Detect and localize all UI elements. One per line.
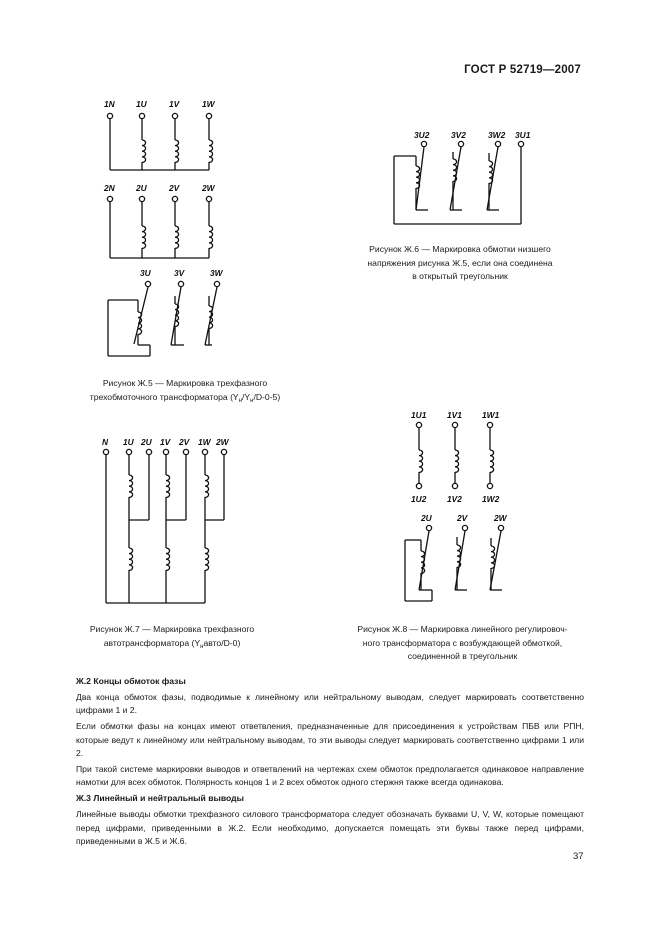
fig5-label: 1W (202, 99, 215, 109)
fig8-label: 1W2 (482, 494, 500, 504)
fig5-delta (108, 281, 220, 356)
fig7-label: 2W (216, 437, 229, 447)
fig8-label: 2W (494, 513, 507, 523)
fig5-label: 2V (169, 183, 180, 193)
fig5-label: 3W (210, 268, 223, 278)
fig7-caption-line1: Рисунок Ж.7 — Маркировка трехфазного (89, 624, 255, 634)
fig5-star-1 (107, 113, 212, 170)
document-id: ГОСТ Р 52719—2007 (464, 64, 581, 76)
fig8-label: 1U1 (411, 410, 427, 420)
fig8-label: 2V (457, 513, 468, 523)
fig8-caption-line3: соединенной в треугольник (407, 651, 518, 661)
fig5-label: 3V (174, 268, 185, 278)
fig8-caption-line1: Рисунок Ж.8 — Маркировка линейного регулировоч- (357, 624, 568, 634)
fig5-label: 3U (140, 268, 151, 278)
fig5-caption-line1: Рисунок Ж.5 — Маркировка трехфазного (102, 378, 268, 388)
fig5-labels (103, 99, 224, 278)
section-heading-zh3: Ж.3 Линейный и нейтральный выводы (76, 793, 244, 804)
fig7-caption (52, 623, 292, 654)
fig5-label: 2N (104, 183, 115, 193)
fig6-open-delta (394, 141, 524, 224)
fig6-label: 3U2 (414, 130, 430, 140)
paragraph: При такой системе маркировки выводов и ответвлений на чертежах схем обмоток предполагается одинаковое направление намотки для всех обмоток. Полярность концов 1 и 2 всех обмоток одного стержня также всегда одинакова. (76, 763, 584, 788)
fig7-caption-line2: автотрансформатора $(Y_навто/D-0)$ (103, 637, 241, 650)
fig8-label: 1V1 (447, 410, 462, 420)
fig7-label: 2U (141, 437, 152, 447)
fig6-caption-line2: напряжения рисунка Ж.5, если она соединена (367, 257, 553, 268)
fig6-labels (414, 130, 531, 140)
fig7-label: 1U (123, 437, 134, 447)
fig8-label: 1W1 (482, 410, 500, 420)
fig7-label: 1V (160, 437, 171, 447)
fig8-caption-line2: ного трансформатора с возбуждающей обмоткой, (362, 637, 563, 648)
fig5-star-2 (107, 196, 212, 258)
paragraph: Если обмотки фазы на концах имеют ответвления, предназначенные для присоединения к устройствам ПБВ или РПН, которые ведут к линейному или нейтральному выводам, то эти выводы следует маркировать соответственно цифрами 1 или 2. (76, 721, 584, 759)
body-text (76, 675, 584, 851)
fig6-caption (335, 243, 585, 284)
fig5-caption-line2: трехобмоточного трансформатора $(Y_н/Y_н/D-0-5)$ (89, 391, 281, 404)
fig5-label: 2W (202, 183, 215, 193)
fig5-label: 1U (136, 99, 147, 109)
fig8-label: 1U2 (411, 494, 427, 504)
fig6-label: 3U1 (515, 130, 531, 140)
fig7-label: 1W (198, 437, 211, 447)
fig5-label: 2U (136, 183, 147, 193)
fig5-label: 1V (169, 99, 180, 109)
fig7-label: N (102, 437, 109, 447)
fig6-label: 3W2 (488, 130, 506, 140)
paragraph: Два конца обмоток фазы, подводимые к линейному или нейтральному выводам, следует маркировать соответственно цифрами 1 и 2. (76, 691, 584, 716)
fig5-label: 1N (104, 99, 115, 109)
paragraph: Линейные выводы обмотки трехфазного силового трансформатора следует обозначать буквами U, V, W, которые помещают перед цифрами, приведенными в Ж.2. Если необходимо, допускается помещать эти буквы также перед цифрами, приведенными в Ж.5 и Ж.6. (76, 809, 584, 846)
section-heading-zh2: Ж.2 Концы обмоток фазы (76, 676, 186, 686)
fig8-label: 2U (421, 513, 432, 523)
fig6-label: 3V2 (451, 130, 466, 140)
fig5-caption (60, 377, 310, 408)
fig8-caption (325, 623, 600, 664)
fig7-label: 2V (179, 437, 190, 447)
fig7-autotransformer (103, 449, 226, 603)
fig8-regulating-transformer (405, 422, 504, 601)
fig6-caption-line3: в открытый треугольник (412, 271, 508, 281)
fig8-label: 1V2 (447, 494, 462, 504)
page-number: 37 (573, 851, 584, 862)
fig6-caption-line1: Рисунок Ж.6 — Маркировка обмотки низшего (369, 244, 551, 254)
fig7-labels (102, 437, 230, 447)
